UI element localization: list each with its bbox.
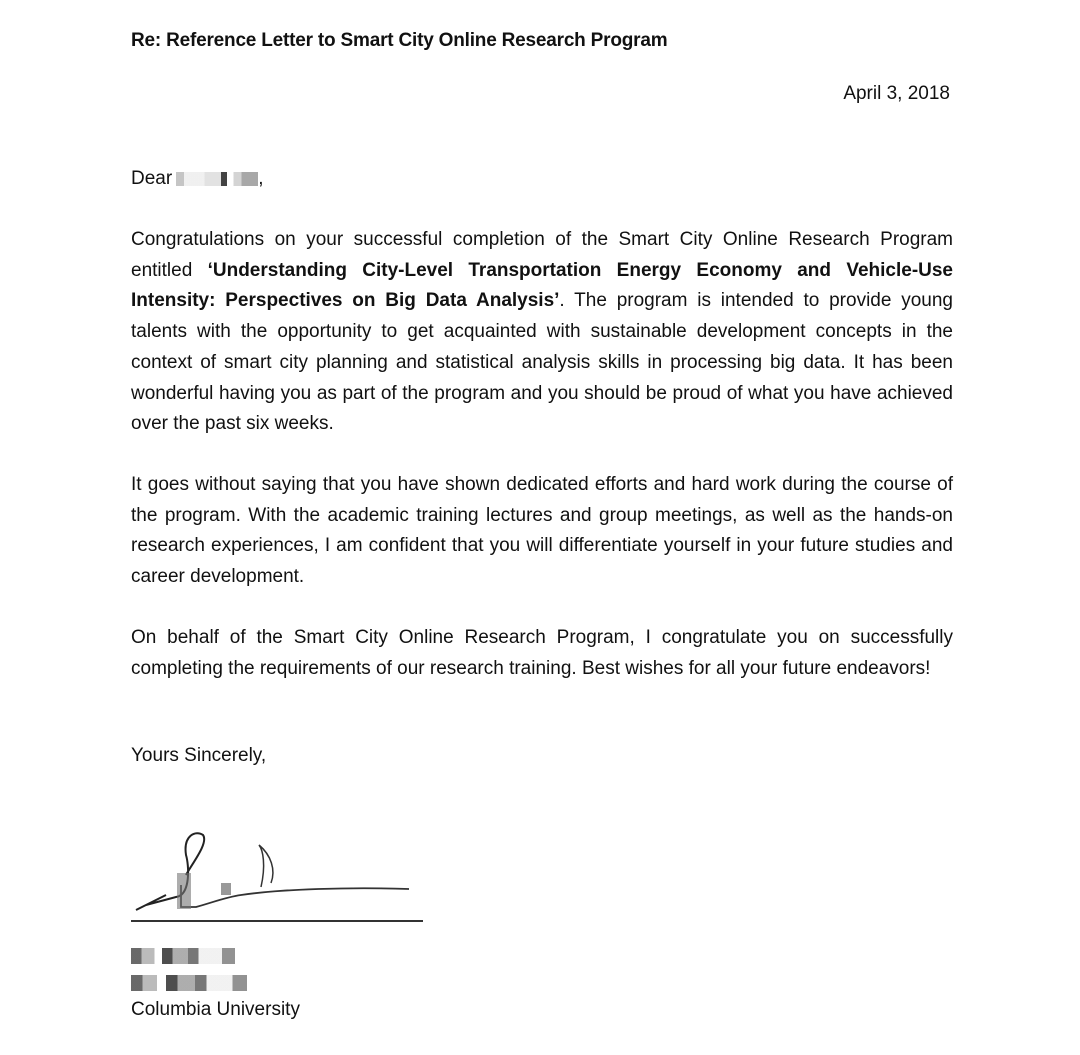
salutation <box>131 168 263 190</box>
paragraph-best-wishes: On behalf of the Smart City Online Research Program, I congratulate you on successfully completing the requirements of our research training. Best wishes for all your future endeavors! <box>131 627 953 679</box>
paragraph-efforts: It goes without saying that you have shown dedicated efforts and hard work during the course of the program. With the academic training lectures and group meetings, as well as the hands-on research experiences, I am confident that you will differentiate yourself in your future studies and career development. <box>131 474 953 588</box>
closing: Yours Sincerely, <box>131 745 267 766</box>
salutation-suffix: , <box>258 168 264 189</box>
signature-image <box>131 825 431 925</box>
paragraph1-intro: Congratulations on your successful completion of the Smart City Online Research Program entitled <box>131 229 953 281</box>
redacted-recipient-name <box>176 172 258 186</box>
signature-line <box>131 920 423 922</box>
program-title: ‘Understanding City-Level Transportation Energy Economy and Vehicle-Use Intensity: Perspectives on Big Data Analysis’ <box>131 259 954 312</box>
institution-name: Columbia University <box>131 999 300 1020</box>
letter-subject: Re: Reference Letter to Smart City Online Research Program <box>131 30 668 51</box>
redacted-signatory-name <box>131 948 261 964</box>
redacted-signatory-title <box>131 975 276 991</box>
paragraph1-rest: . The program is intended to provide young talents with the opportunity to get acquainted with sustainable development concepts in the context of smart city planning and statistical analysis skills in processing big data. It has been wonderful having you as part of the program and you should be proud of what you have achieved over the past six weeks. <box>131 290 953 435</box>
salutation-prefix: Dear <box>131 168 173 189</box>
letter-date: April 3, 2018 <box>843 83 950 104</box>
paragraph-congratulations <box>131 225 953 440</box>
